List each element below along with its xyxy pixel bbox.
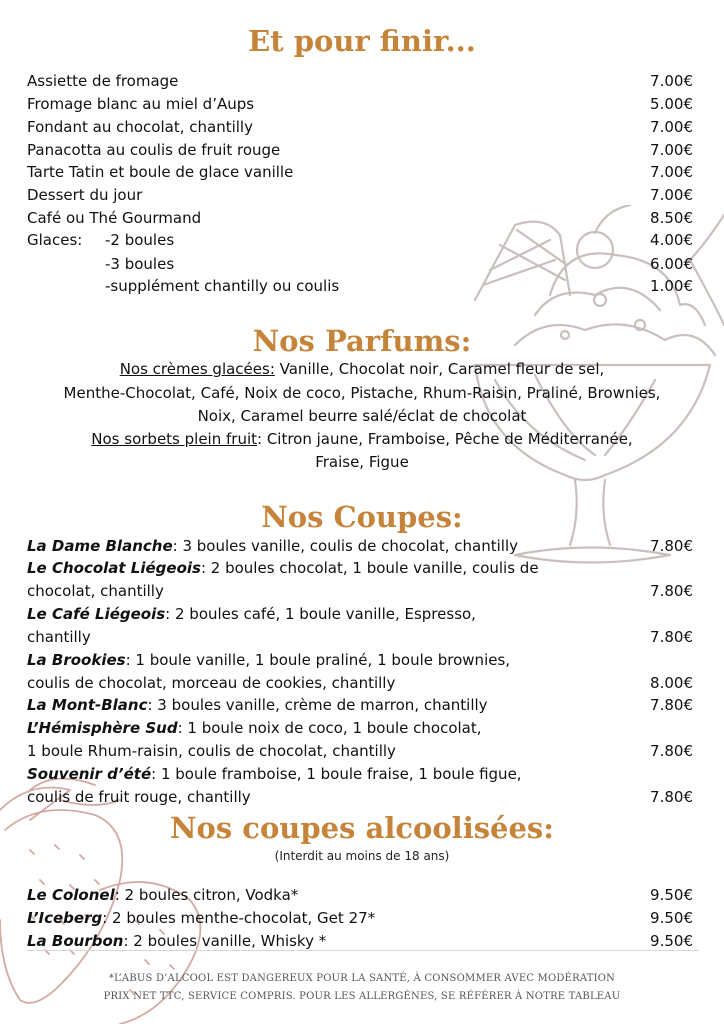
coupe-desc: : 3 boules vanille, crème de marron, chantilly	[147, 696, 488, 714]
coupe-desc: : 1 boule noix de coco, 1 boule chocolat,	[177, 719, 482, 737]
divider	[27, 950, 699, 951]
item-name: Assiette de fromage	[27, 72, 179, 90]
footer-pricing-note: PRIX NET TTC, SERVICE COMPRIS. POUR LES ALLERGÈNES, SE RÉFÉRER À NOTRE TABLEAU	[103, 991, 621, 1002]
coupe-name: Le Chocolat Liégeois	[27, 559, 201, 577]
parfums-cremes-line: Menthe-Chocolat, Café, Noix de coco, Pistache, Rhum-Raisin, Praliné, Brownies,	[63, 384, 661, 402]
coupe-item-cont	[27, 580, 693, 602]
coupe-desc: : 3 boules vanille, coulis de chocolat, chantilly	[172, 537, 518, 555]
coupe-item	[27, 717, 693, 739]
section-title-parfums: Nos Parfums:	[252, 324, 472, 358]
item-price: 7.00€	[650, 72, 693, 90]
coupe-item	[27, 603, 693, 625]
menu-item	[27, 253, 693, 275]
menu-item	[27, 139, 693, 161]
coupe-name: La Brookies	[27, 651, 126, 669]
item-price: 7.00€	[650, 186, 693, 204]
section-title-coupes: Nos Coupes:	[261, 500, 463, 534]
coupe-desc: : 2 boules vanille, Whisky *	[123, 932, 327, 950]
coupe-item	[27, 535, 693, 557]
coupe-name: La Dame Blanche	[27, 537, 173, 555]
item-name: -3 boules	[105, 255, 175, 273]
menu-item	[27, 275, 693, 297]
item-price: 6.00€	[650, 255, 693, 273]
item-name: Fromage blanc au miel d’Aups	[27, 95, 255, 113]
coupe-name: Le Café Liégeois	[27, 605, 166, 623]
item-name: -2 boules	[105, 231, 175, 249]
coupe-price: 9.50€	[650, 932, 693, 950]
item-name: -supplément chantilly ou coulis	[105, 277, 340, 295]
age-restriction-note: (Interdit au moins de 18 ans)	[274, 849, 450, 863]
coupe-name: Le Colonel	[27, 886, 115, 904]
coupe-desc: : 2 boules café, 1 boule vanille, Espresso,	[165, 605, 476, 623]
coupe-desc: chocolat, chantilly	[27, 582, 164, 600]
item-name: Café ou Thé Gourmand	[27, 209, 202, 227]
coupe-item	[27, 557, 693, 579]
coupe-item	[27, 694, 693, 716]
menu-item-glaces	[27, 229, 693, 251]
coupe-price: 9.50€	[650, 886, 693, 904]
parfums-sorbets-line: Fraise, Figue	[315, 453, 409, 471]
item-price: 7.00€	[650, 141, 693, 159]
coupe-name: La Mont-Blanc	[27, 696, 148, 714]
item-price: 4.00€	[650, 231, 693, 249]
coupe-name: L’Iceberg	[27, 909, 103, 927]
coupe-price: 7.80€	[650, 582, 693, 600]
coupe-desc: chantilly	[27, 628, 91, 646]
coupe-item-cont	[27, 786, 693, 808]
coupe-item-cont	[27, 626, 693, 648]
sorbets-label: Nos sorbets plein fruit	[91, 430, 257, 448]
coupe-name: La Bourbon	[27, 932, 124, 950]
coupe-desc: coulis de chocolat, morceau de cookies, chantilly	[27, 674, 396, 692]
menu-item	[27, 70, 693, 92]
coupe-name: L’Hémisphère Sud	[27, 719, 178, 737]
coupe-item-cont	[27, 740, 693, 762]
coupe-desc: : 2 boules menthe-chocolat, Get 27*	[102, 909, 376, 927]
menu-item	[27, 161, 693, 183]
menu-item	[27, 207, 693, 229]
item-name: Panacotta au coulis de fruit rouge	[27, 141, 281, 159]
footer-warning: *L’ABUS D’ALCOOL EST DANGEREUX POUR LA SANTÉ, À CONSOMMER AVEC MODÉRATION	[108, 973, 616, 984]
section-title-desserts: Et pour finir...	[248, 24, 476, 58]
coupe-price: 7.80€	[650, 696, 693, 714]
coupe-price: 8.00€	[650, 674, 693, 692]
coupe-name: Souvenir d’été	[27, 765, 152, 783]
menu-item	[27, 116, 693, 138]
coupe-desc: : 2 boules chocolat, 1 boule vanille, coulis de	[200, 559, 539, 577]
coupe-item	[27, 930, 693, 952]
menu-item	[27, 184, 693, 206]
coupe-item	[27, 907, 693, 929]
coupe-desc: : 2 boules citron, Vodka*	[114, 886, 299, 904]
item-price: 8.50€	[650, 209, 693, 227]
coupe-item	[27, 884, 693, 906]
cremes-text: Vanille, Chocolat noir, Caramel fleur de sel,	[274, 360, 605, 378]
item-price: 7.00€	[650, 118, 693, 136]
item-price: 7.00€	[650, 163, 693, 181]
menu-item	[27, 93, 693, 115]
coupe-price: 7.80€	[650, 742, 693, 760]
coupe-price: 7.80€	[650, 537, 693, 555]
parfums-cremes-line: Noix, Caramel beurre salé/éclat de chocolat	[197, 407, 527, 425]
parfums-cremes-line	[0, 358, 724, 380]
item-name: Tarte Tatin et boule de glace vanille	[27, 163, 294, 181]
coupe-item	[27, 649, 693, 671]
coupe-item-cont	[27, 672, 693, 694]
coupe-desc: coulis de fruit rouge, chantilly	[27, 788, 251, 806]
item-name: Dessert du jour	[27, 186, 143, 204]
coupe-price: 9.50€	[650, 909, 693, 927]
coupe-desc: : 1 boule vanille, 1 boule praliné, 1 boule brownies,	[125, 651, 511, 669]
parfums-sorbets-line	[0, 428, 724, 450]
coupe-price: 7.80€	[650, 628, 693, 646]
sorbets-text: : Citron jaune, Framboise, Pêche de Méditerranée,	[257, 430, 633, 448]
coupe-desc: : 1 boule framboise, 1 boule fraise, 1 boule figue,	[151, 765, 522, 783]
item-price: 5.00€	[650, 95, 693, 113]
coupe-desc: 1 boule Rhum-raisin, coulis de chocolat, chantilly	[27, 742, 396, 760]
coupe-item	[27, 763, 693, 785]
section-title-alcool: Nos coupes alcoolisées:	[170, 811, 554, 845]
glaces-label: Glaces:	[27, 231, 83, 249]
coupe-price: 7.80€	[650, 788, 693, 806]
item-price: 1.00€	[650, 277, 693, 295]
cremes-label: Nos crèmes glacées:	[119, 360, 275, 378]
item-name: Fondant au chocolat, chantilly	[27, 118, 253, 136]
